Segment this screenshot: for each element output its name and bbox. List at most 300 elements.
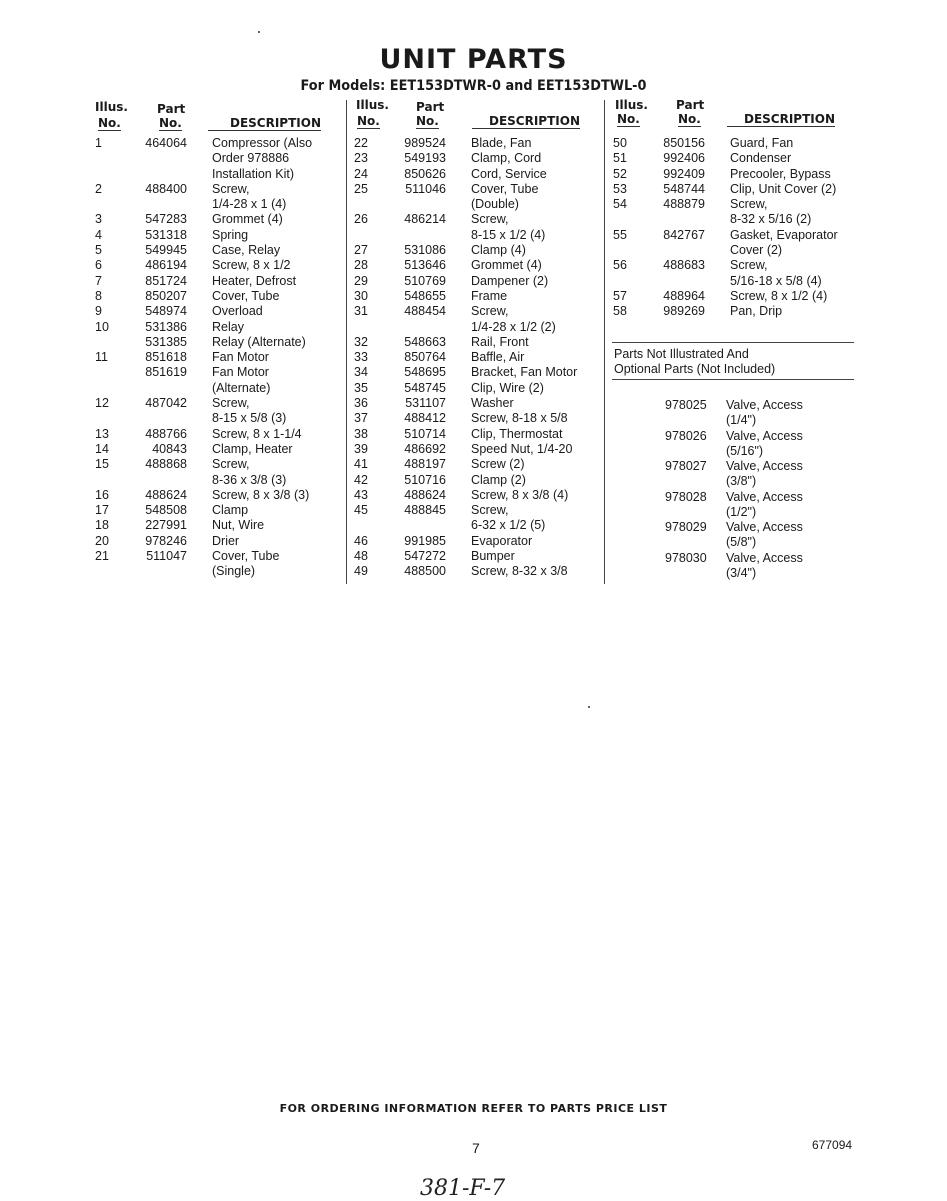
part-number: 486214 xyxy=(404,212,446,227)
illus-number: 57 xyxy=(613,288,627,303)
illus-number: 49 xyxy=(354,564,368,579)
parts-row xyxy=(95,564,340,579)
part-description: Cover, Tube xyxy=(212,288,280,303)
part-description: Cover, Tube xyxy=(212,549,280,564)
column-divider xyxy=(604,100,605,584)
part-number: 510716 xyxy=(404,472,446,487)
part-description: Grommet (4) xyxy=(471,258,542,273)
part-description: Rail, Front xyxy=(471,334,529,349)
part-number: 488964 xyxy=(663,288,705,303)
optional-parts-top-rule xyxy=(612,342,854,343)
part-number: 488879 xyxy=(663,197,705,212)
part-description: Precooler, Bypass xyxy=(730,166,831,181)
part-description: Valve, Access xyxy=(726,520,803,535)
parts-row xyxy=(354,488,599,503)
part-number: 531107 xyxy=(405,396,446,411)
part-number: 488412 xyxy=(404,411,446,426)
illus-number: 58 xyxy=(613,304,627,319)
column-header xyxy=(354,98,599,136)
part-description: Order 978886 xyxy=(212,151,290,166)
illus-number: 34 xyxy=(354,365,368,380)
part-number: 488197 xyxy=(404,457,446,472)
part-size: (5/16") xyxy=(726,443,764,458)
optional-part-row xyxy=(613,398,853,429)
optional-part-row xyxy=(613,459,853,490)
illus-number: 12 xyxy=(95,396,109,411)
parts-row xyxy=(95,488,340,503)
part-number: 851724 xyxy=(145,273,187,288)
parts-row xyxy=(613,151,858,166)
part-description: Screw, xyxy=(471,503,509,518)
part-number: 488868 xyxy=(145,457,187,472)
illus-number: 6 xyxy=(95,258,102,273)
illus-number: 42 xyxy=(354,472,368,487)
part-number: 978029 xyxy=(665,520,707,535)
part-number: 488683 xyxy=(663,258,705,273)
part-description: Screw, 8 x 1/2 (4) xyxy=(730,288,828,303)
part-number: 531086 xyxy=(404,243,446,258)
illus-number: 25 xyxy=(354,181,368,196)
part-description: Dampener (2) xyxy=(471,273,549,288)
parts-row xyxy=(95,365,340,380)
part-description: Grommet (4) xyxy=(212,212,283,227)
parts-row xyxy=(613,304,858,319)
part-description: Screw, xyxy=(212,457,250,472)
parts-row xyxy=(354,274,599,289)
part-number: 548508 xyxy=(145,503,187,518)
part-size: (3/4") xyxy=(726,565,757,580)
part-description: Screw, 8 x 3/8 (3) xyxy=(212,487,310,502)
description-header: DESCRIPTION xyxy=(472,114,580,129)
illus-number: 45 xyxy=(354,503,368,518)
part-number: 487042 xyxy=(145,396,187,411)
optional-heading-line-2: Optional Parts (Not Included) xyxy=(614,362,776,377)
part-description: 1/4-28 x 1 (4) xyxy=(212,197,287,212)
part-description: Screw, 8 x 1/2 xyxy=(212,258,291,273)
part-number: 511046 xyxy=(405,181,446,196)
illus-number: 39 xyxy=(354,441,368,456)
part-description: Valve, Access xyxy=(726,428,803,443)
part-description: 8-36 x 3/8 (3) xyxy=(212,472,287,487)
part-description: Screw, 8-18 x 5/8 xyxy=(471,411,568,426)
parts-row xyxy=(354,396,599,411)
parts-row xyxy=(354,534,599,549)
part-no-header: No. xyxy=(159,116,182,130)
description-header: DESCRIPTION xyxy=(727,112,835,127)
part-number: 978246 xyxy=(145,533,187,548)
parts-row xyxy=(95,182,340,197)
part-description: Frame xyxy=(471,288,508,303)
scan-speck xyxy=(258,31,260,33)
illus-no-header: No. xyxy=(617,112,640,126)
part-header: Part xyxy=(416,100,445,114)
part-description: Screw, xyxy=(730,258,768,273)
parts-row xyxy=(354,289,599,304)
part-description: Guard, Fan xyxy=(730,136,794,150)
part-number: 548663 xyxy=(404,334,446,349)
illus-number: 13 xyxy=(95,426,109,441)
illus-number: 32 xyxy=(354,334,368,349)
part-number: 510769 xyxy=(404,273,446,288)
illus-number: 43 xyxy=(354,487,368,502)
part-description: 8-15 x 1/2 (4) xyxy=(471,227,546,242)
part-no-header: No. xyxy=(416,114,439,128)
handwritten-mark: 381-F-7 xyxy=(420,1176,506,1201)
parts-row xyxy=(354,549,599,564)
part-number: 978028 xyxy=(665,489,707,504)
parts-row xyxy=(613,167,858,182)
part-description: (Double) xyxy=(471,197,519,212)
parts-row xyxy=(354,320,599,335)
parts-row xyxy=(613,136,858,151)
part-description: Heater, Defrost xyxy=(212,273,297,288)
part-description: Compressor (Also xyxy=(212,136,313,150)
parts-row xyxy=(95,197,340,212)
parts-row xyxy=(95,473,340,488)
part-description: Screw, xyxy=(471,304,509,319)
parts-row xyxy=(95,151,340,166)
parts-row xyxy=(95,212,340,227)
column-header xyxy=(95,98,340,136)
scan-speck xyxy=(588,706,590,708)
illus-number: 46 xyxy=(354,533,368,548)
part-number: 486692 xyxy=(404,441,446,456)
illus-number: 48 xyxy=(354,549,368,564)
part-description: Gasket, Evaporator xyxy=(730,227,838,242)
illus-number: 27 xyxy=(354,243,368,258)
part-description: Speed Nut, 1/4-20 xyxy=(471,441,573,456)
parts-row xyxy=(95,442,340,457)
part-description: 6-32 x 1/2 (5) xyxy=(471,518,546,533)
parts-row xyxy=(354,335,599,350)
parts-row xyxy=(354,258,599,273)
parts-row xyxy=(613,197,858,212)
illus-number: 11 xyxy=(95,350,108,365)
part-description: Condenser xyxy=(730,151,792,166)
parts-row xyxy=(354,427,599,442)
part-number: 488766 xyxy=(145,426,187,441)
part-description: Cord, Service xyxy=(471,166,547,181)
ordering-info-note: FOR ORDERING INFORMATION REFER TO PARTS PRICE LIST xyxy=(279,1102,668,1115)
part-number: 531318 xyxy=(145,227,187,242)
parts-row xyxy=(95,228,340,243)
illus-number: 18 xyxy=(95,518,109,533)
optional-part-row xyxy=(613,490,853,521)
part-description: Clamp, Cord xyxy=(471,151,542,166)
part-number: 978026 xyxy=(665,428,707,443)
illus-number: 5 xyxy=(95,243,102,258)
part-number: 531385 xyxy=(145,334,187,349)
parts-row xyxy=(95,549,340,564)
illus-header: Illus. xyxy=(615,98,648,112)
part-number: 464064 xyxy=(145,136,187,150)
part-number: 488624 xyxy=(145,487,187,502)
page-title: UNIT PARTS xyxy=(379,44,568,75)
illus-number: 24 xyxy=(354,166,368,181)
part-description: Bumper xyxy=(471,549,515,564)
part-description: Valve, Access xyxy=(726,489,803,504)
parts-row xyxy=(354,381,599,396)
parts-column-2 xyxy=(354,98,599,580)
part-description: Screw, 8 x 1-1/4 xyxy=(212,426,302,441)
part-number: 486194 xyxy=(145,258,187,273)
parts-row xyxy=(95,289,340,304)
part-size: (1/4") xyxy=(726,413,757,427)
illus-number: 29 xyxy=(354,273,368,288)
parts-row xyxy=(613,289,858,304)
illus-number: 22 xyxy=(354,136,368,150)
document-number: 677094 xyxy=(812,1138,853,1152)
parts-row xyxy=(354,167,599,182)
part-description: Installation Kit) xyxy=(212,166,294,181)
part-description: Blade, Fan xyxy=(471,136,532,150)
illus-number: 54 xyxy=(613,197,627,212)
parts-row xyxy=(354,442,599,457)
parts-row xyxy=(354,411,599,426)
part-number: 488500 xyxy=(404,564,446,579)
part-number: 989269 xyxy=(663,304,705,319)
part-description: Screw, 8-32 x 3/8 xyxy=(471,564,568,579)
part-description: Screw, xyxy=(212,396,250,411)
part-description: Drier xyxy=(212,533,240,548)
parts-row xyxy=(95,304,340,319)
part-description: Cover, Tube xyxy=(471,181,539,196)
illus-no-header: No. xyxy=(98,116,121,130)
parts-row xyxy=(95,381,340,396)
column-header xyxy=(613,98,858,136)
part-number: 850207 xyxy=(145,288,187,303)
part-description: Clamp (2) xyxy=(471,472,526,487)
illus-number: 20 xyxy=(95,533,109,548)
part-number: 549193 xyxy=(404,151,446,166)
parts-column-3 xyxy=(613,98,858,320)
parts-row xyxy=(95,518,340,533)
illus-number: 52 xyxy=(613,166,627,181)
illus-number: 2 xyxy=(95,181,102,196)
part-description: Screw, 8 x 3/8 (4) xyxy=(471,487,569,502)
part-number: 548744 xyxy=(663,181,705,196)
illus-number: 17 xyxy=(95,503,109,518)
parts-row xyxy=(95,274,340,289)
part-number: 40843 xyxy=(152,441,187,456)
parts-column-1 xyxy=(95,98,340,580)
part-number: 511047 xyxy=(146,549,187,564)
illus-number: 51 xyxy=(613,151,627,166)
parts-row xyxy=(95,167,340,182)
parts-row xyxy=(95,411,340,426)
description-header: DESCRIPTION xyxy=(208,116,321,131)
part-number: 488454 xyxy=(404,304,446,319)
model-subtitle: For Models: EET153DTWR-0 and EET153DTWL-0 xyxy=(300,78,647,94)
optional-part-row xyxy=(613,520,853,551)
part-size: (5/8") xyxy=(726,535,757,550)
parts-row xyxy=(354,151,599,166)
parts-row xyxy=(613,274,858,289)
parts-row xyxy=(354,136,599,151)
part-number: 850156 xyxy=(663,136,705,150)
parts-row xyxy=(354,473,599,488)
part-number: 488400 xyxy=(145,181,187,196)
parts-row xyxy=(95,503,340,518)
part-description: Fan Motor xyxy=(212,365,269,380)
parts-row xyxy=(95,534,340,549)
part-number: 842767 xyxy=(663,227,705,242)
parts-row xyxy=(95,396,340,411)
part-number: 531386 xyxy=(145,319,187,334)
part-description: Cover (2) xyxy=(730,243,783,258)
parts-row xyxy=(613,243,858,258)
part-number: 548974 xyxy=(145,304,187,319)
illus-number: 31 xyxy=(354,304,368,319)
part-description: Clamp xyxy=(212,503,249,518)
parts-row xyxy=(354,564,599,579)
illus-number: 33 xyxy=(354,350,368,365)
part-description: Screw, xyxy=(730,197,768,212)
part-number: 547272 xyxy=(404,549,446,564)
parts-row xyxy=(354,243,599,258)
optional-parts-bottom-rule xyxy=(612,379,854,380)
part-description: 8-32 x 5/16 (2) xyxy=(730,212,812,227)
illus-number: 4 xyxy=(95,227,102,242)
part-number: 992406 xyxy=(663,151,705,166)
part-number: 992409 xyxy=(663,166,705,181)
illus-number: 55 xyxy=(613,227,627,242)
illus-number: 38 xyxy=(354,426,368,441)
illus-number: 28 xyxy=(354,258,368,273)
parts-row xyxy=(95,427,340,442)
part-description: Evaporator xyxy=(471,533,533,548)
parts-row xyxy=(95,350,340,365)
part-description: (Alternate) xyxy=(212,380,271,395)
part-number: 548695 xyxy=(404,365,446,380)
parts-row xyxy=(354,228,599,243)
parts-row xyxy=(354,197,599,212)
part-description: (Single) xyxy=(212,564,256,579)
part-number: 548745 xyxy=(404,380,446,395)
illus-number: 56 xyxy=(613,258,627,273)
part-description: Baffle, Air xyxy=(471,350,525,365)
optional-parts-list xyxy=(613,398,853,582)
parts-row xyxy=(95,457,340,472)
part-number: 978027 xyxy=(665,459,707,474)
part-number: 548655 xyxy=(404,288,446,303)
part-description: Overload xyxy=(212,304,263,319)
part-size: (3/8") xyxy=(726,474,757,489)
part-description: 1/4-28 x 1/2 (2) xyxy=(471,319,556,334)
part-number: 488624 xyxy=(404,487,446,502)
part-description: Spring xyxy=(212,227,249,242)
part-number: 851619 xyxy=(145,365,187,380)
part-number: 978030 xyxy=(665,550,707,565)
illus-number: 16 xyxy=(95,487,109,502)
column-divider xyxy=(346,100,347,584)
illus-number: 10 xyxy=(95,319,109,334)
illus-number: 35 xyxy=(354,380,368,395)
parts-row xyxy=(613,228,858,243)
illus-number: 30 xyxy=(354,288,368,303)
illus-no-header: No. xyxy=(357,114,380,128)
part-description: Nut, Wire xyxy=(212,518,265,533)
parts-row xyxy=(354,365,599,380)
optional-part-row xyxy=(613,429,853,460)
illus-number: 53 xyxy=(613,181,627,196)
part-number: 850626 xyxy=(404,166,446,181)
part-description: 5/16-18 x 5/8 (4) xyxy=(730,273,822,288)
part-number: 547283 xyxy=(145,212,187,227)
illus-number: 21 xyxy=(95,549,109,564)
part-description: Clip, Wire (2) xyxy=(471,380,544,395)
part-description: Relay (Alternate) xyxy=(212,334,306,349)
part-header: Part xyxy=(676,98,705,112)
part-header: Part xyxy=(157,102,186,116)
illus-number: 50 xyxy=(613,136,627,150)
parts-row xyxy=(354,350,599,365)
part-number: 991985 xyxy=(404,533,446,548)
illus-header: Illus. xyxy=(356,98,389,112)
parts-row xyxy=(354,457,599,472)
part-number: 978025 xyxy=(665,398,707,412)
optional-part-row xyxy=(613,551,853,582)
part-description: Clamp, Heater xyxy=(212,441,293,456)
optional-heading-line-1: Parts Not Illustrated And xyxy=(614,347,749,361)
parts-row xyxy=(95,136,340,151)
part-size: (1/2") xyxy=(726,504,757,519)
part-number: 989524 xyxy=(404,136,446,150)
illus-number: 7 xyxy=(95,273,102,288)
parts-row xyxy=(354,503,599,518)
illus-number: 15 xyxy=(95,457,109,472)
part-description: Case, Relay xyxy=(212,243,281,258)
part-description: Screw, xyxy=(471,212,509,227)
illus-number: 37 xyxy=(354,411,368,426)
illus-number: 36 xyxy=(354,396,368,411)
illus-number: 9 xyxy=(95,304,102,319)
part-description: Valve, Access xyxy=(726,550,803,565)
illus-header: Illus. xyxy=(95,100,128,114)
part-number: 227991 xyxy=(145,518,187,533)
part-description: 8-15 x 5/8 (3) xyxy=(212,411,287,426)
part-description: Fan Motor xyxy=(212,350,269,365)
part-description: Clip, Unit Cover (2) xyxy=(730,181,837,196)
parts-row xyxy=(613,212,858,227)
part-description: Screw (2) xyxy=(471,457,525,472)
illus-number: 1 xyxy=(95,136,102,150)
part-number: 851618 xyxy=(145,350,187,365)
illus-number: 14 xyxy=(95,441,109,456)
part-description: Valve, Access xyxy=(726,459,803,474)
illus-number: 26 xyxy=(354,212,368,227)
part-number: 510714 xyxy=(404,426,446,441)
part-description: Pan, Drip xyxy=(730,304,783,319)
optional-parts-heading xyxy=(614,347,775,378)
illus-number: 23 xyxy=(354,151,368,166)
part-description: Bracket, Fan Motor xyxy=(471,365,578,380)
parts-row xyxy=(354,182,599,197)
parts-row xyxy=(95,258,340,273)
parts-row xyxy=(95,335,340,350)
part-description: Valve, Access xyxy=(726,398,803,412)
part-number: 549945 xyxy=(145,243,187,258)
page-number: 7 xyxy=(472,1140,480,1156)
parts-row xyxy=(354,518,599,533)
parts-row xyxy=(613,182,858,197)
illus-number: 41 xyxy=(354,457,368,472)
illus-number: 3 xyxy=(95,212,102,227)
part-number: 513646 xyxy=(404,258,446,273)
parts-row xyxy=(95,243,340,258)
part-description: Washer xyxy=(471,396,514,411)
part-description: Relay xyxy=(212,319,244,334)
